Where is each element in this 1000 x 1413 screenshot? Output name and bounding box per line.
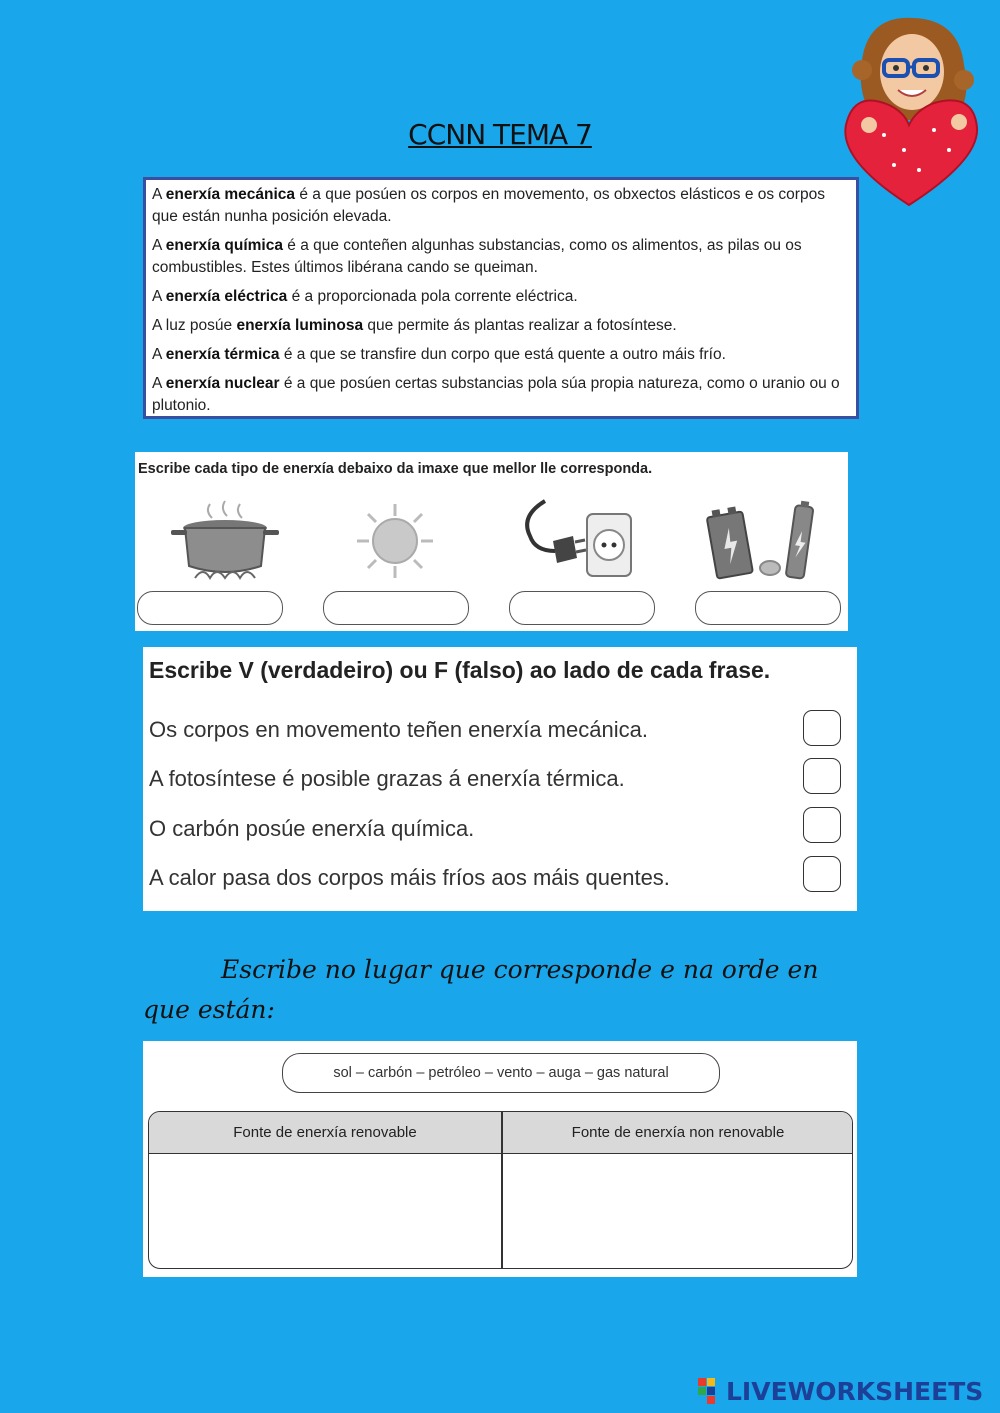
vf-answer-box-2[interactable]: [803, 758, 841, 794]
renewable-drop-area[interactable]: [149, 1154, 501, 1268]
vf-sentence-4: A calor pasa dos corpos máis fríos aos máis quentes.: [149, 865, 670, 890]
page-title: CCNN TEMA 7: [408, 118, 592, 151]
definition-nuclear: A enerxía nuclear é a que posúen certas substancias pola súa propia natureza, como o uranio ou o plutonio.: [152, 375, 840, 414]
sun-icon: [335, 496, 455, 586]
definition-mechanical: A enerxía mecánica é a que posúen os corpos en movemento, os obxectos elásticos e os corpos que están nunha posición elevada.: [152, 186, 825, 225]
non-renewable-drop-area[interactable]: [503, 1154, 853, 1268]
answer-box-2[interactable]: [323, 591, 469, 625]
true-false-instruction: Escribe V (verdadeiro) ou F (falso) ao lado de cada frase.: [149, 657, 771, 683]
vf-answer-box-1[interactable]: [803, 710, 841, 746]
header-renewable: Fonte de enerxía renovable: [149, 1112, 501, 1154]
energy-definitions-box: [143, 177, 859, 419]
answer-box-4[interactable]: [695, 591, 841, 625]
order-instruction: Escribe no lugar que corresponde e na orde en que están:: [143, 955, 819, 1024]
energy-images-exercise: [135, 452, 848, 631]
definition-chemical: A enerxía química é a que conteñen algunhas substancias, como os alimentos, as pilas ou os combustibles. Estes últimos libérana cando se queiman.: [152, 237, 802, 276]
vf-sentence-1: Os corpos en movemento teñen enerxía mecánica.: [149, 717, 648, 742]
vf-answer-box-3[interactable]: [803, 807, 841, 843]
vf-answer-box-4[interactable]: [803, 856, 841, 892]
vf-sentence-3: O carbón posúe enerxía química.: [149, 816, 475, 841]
liveworksheets-mark-icon: [698, 1378, 724, 1404]
word-bank: sol – carbón – petróleo – vento – auga – gas natural: [282, 1053, 720, 1093]
definition-electrical: A enerxía eléctrica é a proporcionada pola corrente eléctrica.: [152, 288, 578, 305]
answer-box-3[interactable]: [509, 591, 655, 625]
vf-sentence-2: A fotosíntese é posible grazas á enerxía térmica.: [149, 766, 625, 791]
answer-box-1[interactable]: [137, 591, 283, 625]
liveworksheets-logo: LIVEWORKSHEETS: [698, 1377, 998, 1409]
header-non-renewable: Fonte de enerxía non renovable: [502, 1112, 853, 1154]
energy-sources-table: [148, 1111, 853, 1269]
energy-sources-exercise: [143, 1041, 857, 1277]
images-instruction: Escribe cada tipo de enerxía debaixo da imaxe que mellor lle corresponda.: [138, 461, 653, 477]
pot-on-flame-icon: [165, 496, 285, 586]
definition-thermal: A enerxía térmica é a que se transfire dun corpo que está quente a outro máis frío.: [152, 346, 726, 363]
batteries-icon: [700, 496, 820, 586]
plug-and-socket-icon: [515, 496, 635, 586]
true-false-exercise: [143, 647, 857, 911]
definition-luminous: A luz posúe enerxía luminosa que permite ás plantas realizar a fotosíntese.: [152, 317, 677, 334]
